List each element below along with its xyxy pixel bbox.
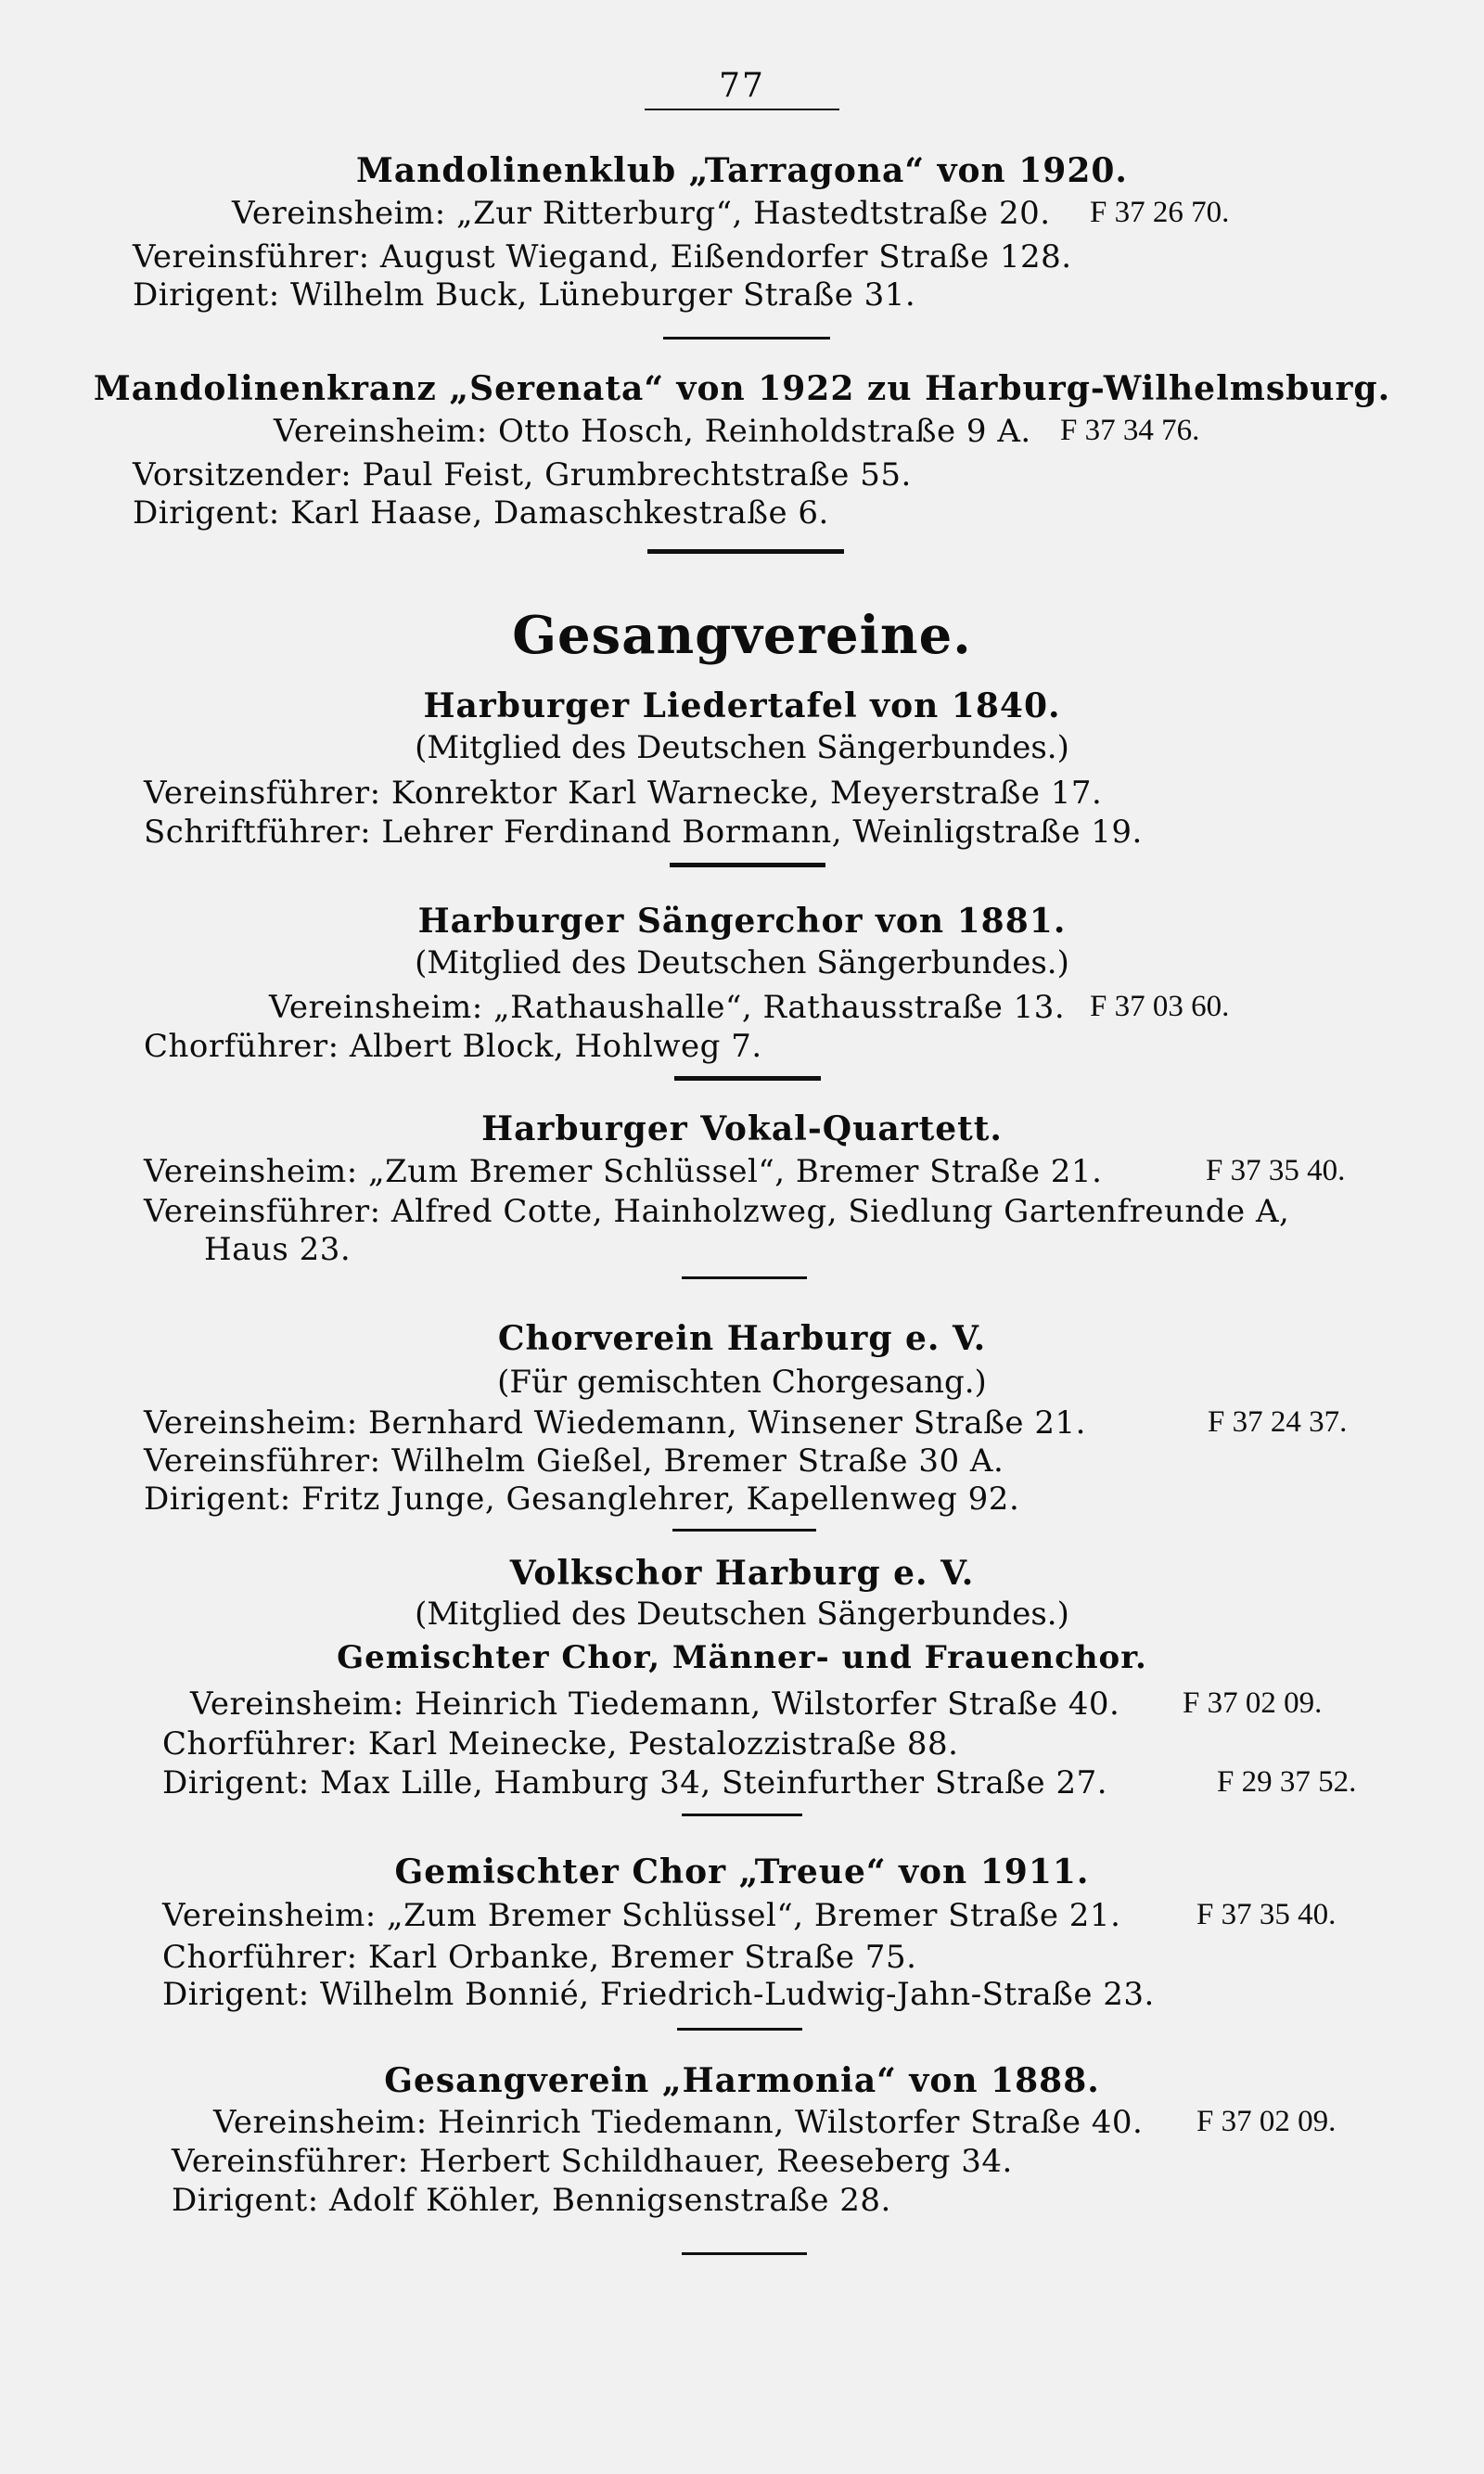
entry-line: Dirigent: Adolf Köhler, Bennigsenstraße 28. [172,2182,891,2219]
club-heading: Volkschor Harburg e. V. [509,1554,975,1593]
phone-number: F 37 02 09. [1196,2105,1337,2138]
divider [663,337,830,340]
phone-number: F 37 34 76. [1060,414,1200,447]
phone-number: F 37 26 70. [1090,196,1230,229]
section-title: Gesangvereine. [512,605,972,666]
divider [682,1276,807,1279]
phone-number: F 37 35 40. [1206,1154,1346,1187]
divider [682,1814,802,1816]
entry-line: Vereinsheim: „Zur Ritterburg“, Hastedtstraße 20. [232,195,1051,232]
divider [677,2028,802,2031]
divider [672,1529,816,1532]
entry-line: Vereinsführer: Konrektor Karl Warnecke, Meyerstraße 17. [144,775,1103,812]
entry-line: Dirigent: Fritz Junge, Gesanglehrer, Kapellenweg 92. [144,1481,1020,1518]
entry-line: Vereinsführer: August Wiegand, Eißendorfer Straße 128. [133,238,1072,276]
page-number-rule [645,109,839,110]
club-heading: Mandolinenklub „Tarragona“ von 1920. [356,151,1128,190]
entry-line: Vereinsführer: Alfred Cotte, Hainholzweg, Siedlung Gartenfreunde A, [144,1193,1290,1230]
entry-line: Dirigent: Wilhelm Bonnié, Friedrich-Ludwig-Jahn-Straße 23. [162,1976,1155,2013]
entry-line: Vereinsheim: „Rathaushalle“, Rathausstraße 13. [269,989,1066,1026]
entry-line: Dirigent: Max Lille, Hamburg 34, Steinfurther Straße 27. [162,1764,1108,1801]
club-heading: Mandolinenkranz „Serenata“ von 1922 zu Harburg-Wilhelmsburg. [93,369,1391,408]
entry-line: Vereinsheim: Bernhard Wiedemann, Winsener Straße 21. [144,1404,1086,1442]
phone-number: F 37 03 60. [1090,990,1230,1023]
entry-line: Vereinsheim: Heinrich Tiedemann, Wilstorfer Straße 40. [213,2104,1144,2141]
phone-number: F 29 37 52. [1217,1765,1357,1799]
page-number-block [640,67,844,110]
phone-number: F 37 24 37. [1208,1405,1348,1439]
entry-line: Vereinsheim: „Zum Bremer Schlüssel“, Bremer Straße 21. [144,1153,1103,1190]
membership-note: (Mitglied des Deutschen Sängerbundes.) [415,944,1069,981]
entry-line: Vereinsheim: Heinrich Tiedemann, Wilstorfer Straße 40. [190,1686,1120,1723]
entry-line: Dirigent: Karl Haase, Damaschkestraße 6. [133,494,829,532]
phone-number: F 37 02 09. [1183,1686,1323,1720]
club-heading: Gemischter Chor „Treue“ von 1911. [394,1852,1090,1891]
entry-line: Haus 23. [204,1231,352,1268]
divider [674,1076,821,1081]
membership-note: (Mitglied des Deutschen Sängerbundes.) [415,1596,1069,1633]
divider [670,863,825,867]
entry-line: Vereinsführer: Wilhelm Gießel, Bremer Straße 30 A. [144,1442,1004,1480]
divider [647,549,844,554]
entry-line: Vereinsheim: Otto Hosch, Reinholdstraße 9 A. [274,413,1031,450]
entry-line: Vorsitzender: Paul Feist, Grumbrechtstraße 55. [133,456,912,494]
membership-note: (Mitglied des Deutschen Sängerbundes.) [415,729,1069,766]
choir-type-note: Gemischter Chor, Männer- und Frauenchor. [337,1639,1147,1676]
page-number: 77 [719,67,765,105]
phone-number: F 37 35 40. [1196,1898,1337,1931]
membership-note: (Für gemischten Chorgesang.) [497,1364,987,1401]
divider [682,2252,807,2255]
entry-line: Chorführer: Albert Block, Hohlweg 7. [144,1028,762,1065]
club-heading: Harburger Sängerchor von 1881. [417,902,1067,941]
club-heading: Gesangverein „Harmonia“ von 1888. [384,2061,1100,2100]
club-heading: Chorverein Harburg e. V. [497,1319,987,1358]
entry-line: Vereinsheim: „Zum Bremer Schlüssel“, Bremer Straße 21. [162,1897,1121,1934]
club-heading: Harburger Liedertafel von 1840. [423,686,1061,725]
entry-line: Dirigent: Wilhelm Buck, Lüneburger Straße 31. [133,276,916,314]
entry-line: Chorführer: Karl Orbanke, Bremer Straße 75. [162,1939,917,1976]
entry-line: Schriftführer: Lehrer Ferdinand Bormann, Weinligstraße 19. [144,814,1143,851]
entry-line: Vereinsführer: Herbert Schildhauer, Reeseberg 34. [172,2143,1013,2180]
club-heading: Harburger Vokal-Quartett. [481,1109,1003,1148]
entry-line: Chorführer: Karl Meinecke, Pestalozzistraße 88. [162,1725,959,1763]
